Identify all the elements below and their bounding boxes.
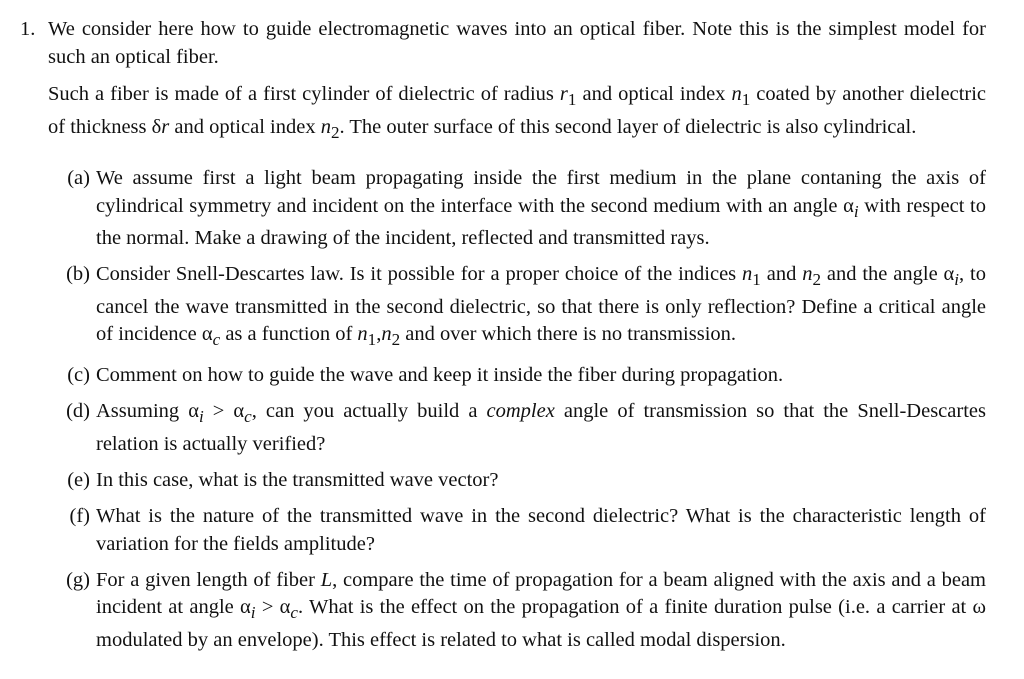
sub-question-label: (c): [67, 364, 90, 387]
sub-question-label: (g): [66, 568, 90, 591]
sub-question-text: For a given length of fiber L, compare the time of propagation for a beam aligned with the axis and a beam incident at angle $\alpha_i > \alpha_c$. What is the effect on the propagation of a finite duration pulse (i.e. a carrier at ω modulated by an envelope). This effect is related to what is called modal dispersion.: [96, 568, 987, 651]
sub-question-e: [48, 467, 986, 495]
sub-question-label: (d): [66, 400, 90, 423]
sub-question-label: (b): [66, 263, 90, 286]
sub-question-text: Assuming $\alpha_i > \alpha_c$, can you actually build a complex angle of transmission so that the Snell-Descartes relation is actually verified?: [96, 400, 986, 456]
sub-question-text: Consider Snell-Descartes law. Is it possible for a proper choice of the indices $n_1$ and $n_2$ and the angle $\alpha_i$, to cancel the wave transmitted in the second dielectric, so that there is only reflection? Define a critical angle of incidence $\alpha_c$ as a function of $n_1,n_2$ and over which there is no transmission.: [96, 263, 986, 350]
problem-body: [48, 16, 986, 663]
problem-number: 1.: [20, 18, 36, 40]
document-page: [20, 16, 986, 663]
sub-question-a: [48, 165, 986, 253]
sub-question-text: In this case, what is the transmitted wave vector?: [96, 469, 499, 492]
sub-question-label: (e): [67, 469, 90, 492]
sub-question-list: [48, 165, 986, 654]
problem-description: Such a fiber is made of a first cylinder of dielectric of radius $r_1$ and optical index $n_1$ coated by another dielectric of thickness δr and optical index $n_2$. The outer surface of this second layer of dielectric is also cylindrical.: [48, 83, 987, 142]
problem-intro: We consider here how to guide electromagnetic waves into an optical fiber. Note this is the simplest model for such an optical fiber.: [48, 18, 986, 68]
sub-question-text: What is the nature of the transmitted wave in the second dielectric? What is the characteristic length of variation for the fields amplitude?: [96, 505, 986, 555]
sub-question-label: (f): [69, 505, 90, 528]
sub-question-b: [48, 261, 986, 354]
sub-question-text: We assume first a light beam propagating inside the first medium in the plane contaning the axis of cylindrical symmetry and incident on the interface with the second medium with an angle $\alpha_i$ with respect to the normal. Make a drawing of the incident, reflected and transmitted rays.: [96, 167, 986, 250]
sub-question-g: [48, 567, 986, 655]
sub-question-text: Comment on how to guide the wave and keep it inside the fiber during propagation.: [96, 364, 784, 387]
sub-question-f: [48, 503, 986, 558]
sub-question-d: [48, 398, 986, 458]
sub-question-label: (a): [67, 167, 90, 190]
sub-question-c: [48, 362, 986, 390]
problem-1: [20, 16, 986, 663]
